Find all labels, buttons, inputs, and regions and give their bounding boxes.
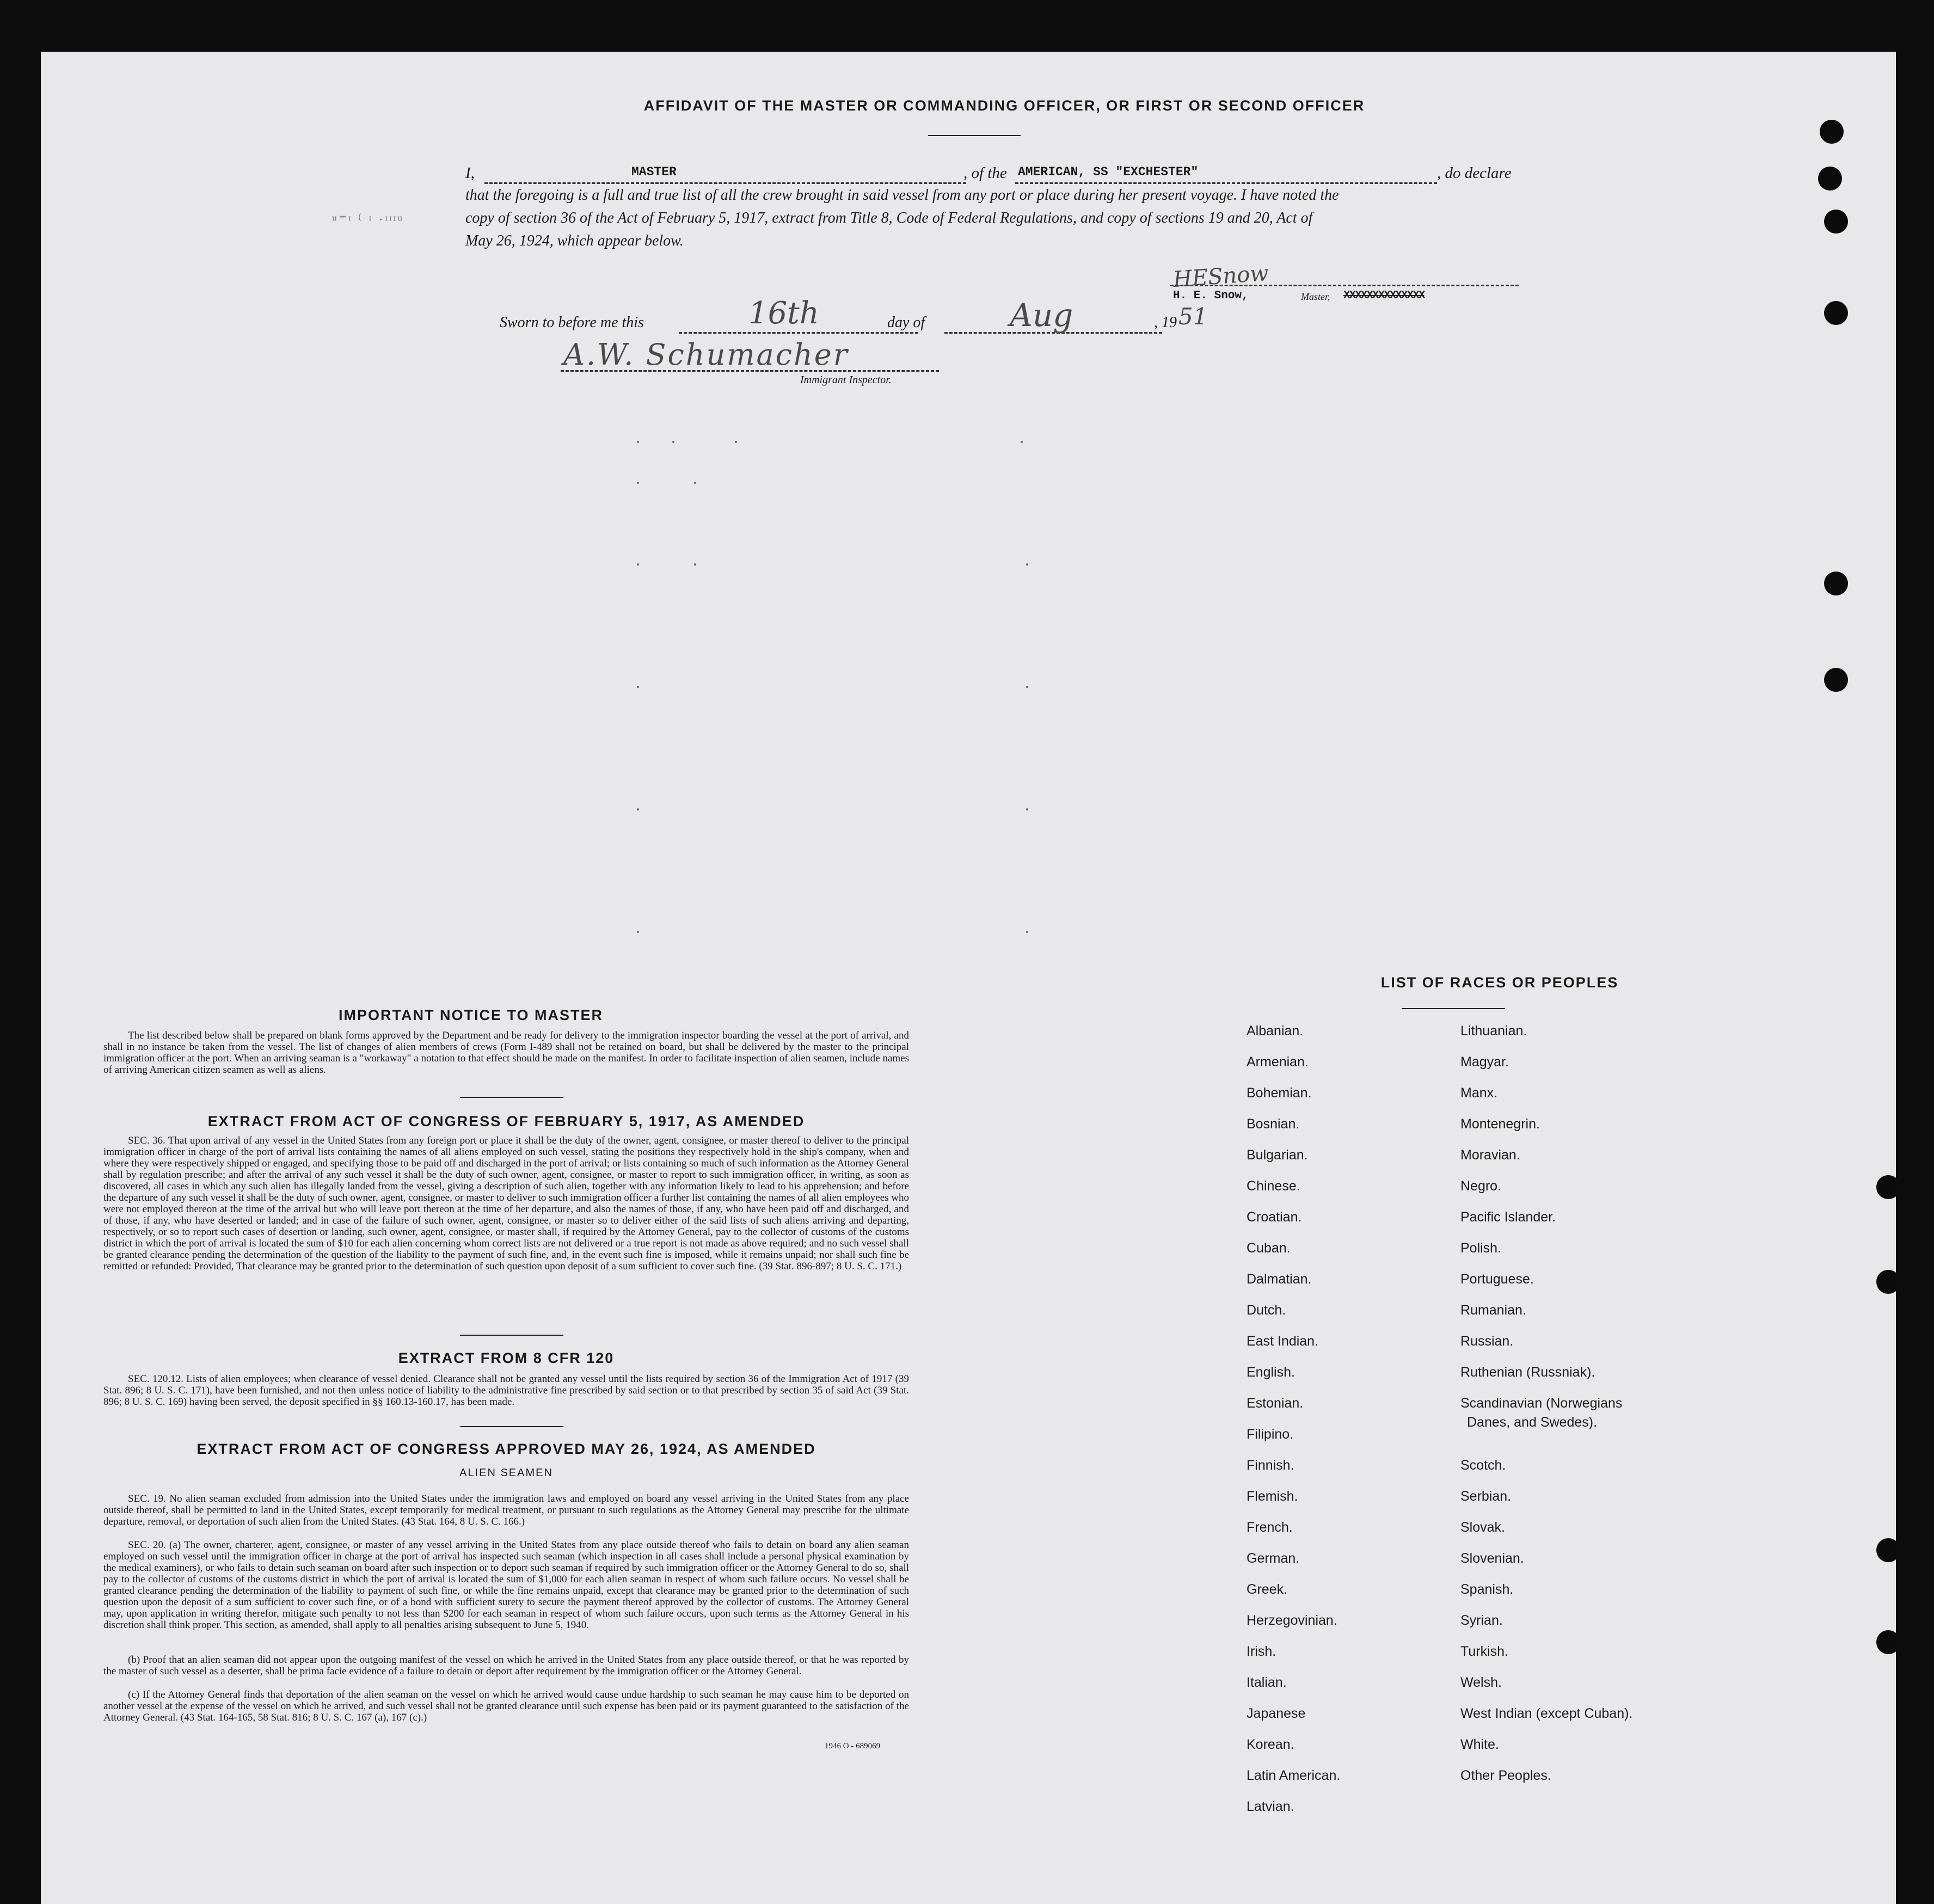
race-item: Turkish. xyxy=(1460,1644,1508,1659)
bleed-dot xyxy=(637,441,639,443)
declarant-label: I, xyxy=(465,164,475,182)
race-item: English. xyxy=(1247,1365,1295,1380)
race-item: Cuban. xyxy=(1247,1240,1291,1256)
race-item: Flemish. xyxy=(1247,1489,1298,1504)
divider xyxy=(460,1097,563,1098)
extract-cfr-title: EXTRACT FROM 8 CFR 120 xyxy=(398,1350,615,1366)
stamp-mark: ᵘ⁼ᶦ ⁽ ᶦ ·ᶦᶦᶦᵘ xyxy=(332,212,404,229)
bleed-dot xyxy=(694,482,696,484)
race-item: Dutch. xyxy=(1247,1303,1286,1318)
bleed-dot xyxy=(1026,808,1028,810)
race-item: Syrian. xyxy=(1460,1613,1503,1628)
race-item: Finnish. xyxy=(1247,1458,1294,1473)
bleed-dot xyxy=(637,563,639,566)
vessel-field-line xyxy=(1015,182,1437,184)
race-item: Korean. xyxy=(1247,1737,1294,1752)
notice-text: The list described below shall be prepared on blank forms approved by the Department and be ready for delivery to the immigration inspector boarding the vessel at the port of arrival, and shall in no instance be taken from the vessel. The list of changes of alien members of crews (Form I-489 shall not be retained on board, but shall be delivered by the master to the principal immigration officer at the port. When an arriving seaman is a "workaway" a notation to that effect should be made on the manifest. In order to facilitate inspection of alien seamen, include names of arriving American citizen seamen as well as aliens. xyxy=(103,1030,909,1076)
punch-hole xyxy=(1818,167,1842,191)
bleed-dot xyxy=(1021,441,1023,443)
race-item-continuation: Danes, and Swedes). xyxy=(1467,1415,1598,1430)
race-item: Welsh. xyxy=(1460,1675,1502,1690)
extract-1917-title: EXTRACT FROM ACT OF CONGRESS OF FEBRUARY 5, 1917, AS AMENDED xyxy=(207,1113,805,1129)
bleed-dot xyxy=(694,563,696,566)
punch-hole xyxy=(1824,210,1848,234)
race-item: Rumanian. xyxy=(1460,1303,1526,1318)
race-item: Other Peoples. xyxy=(1460,1768,1551,1783)
race-item: Armenian. xyxy=(1247,1054,1309,1070)
declare-label: , do declare xyxy=(1437,164,1512,182)
race-item: Magyar. xyxy=(1460,1054,1509,1070)
affidavit-line-2: that the foregoing is a full and true list of all the crew brought in said vessel from any port or place during her present voyage. I have noted the xyxy=(465,187,1339,204)
form-sheet xyxy=(41,52,1896,1904)
sworn-label: Sworn to before me this xyxy=(500,314,644,331)
sec-20c-text: (c) If the Attorney General finds that deportation of the alien seaman on the vessel on which he arrived would cause undue hardship to such seaman he may cause him to be deported on another vessel at the expense of the vessel on which he arrived, and such vessel shall not be granted clearance until such expense has been paid or its payment guaranteed to the satisfaction of the Attorney General. (43 Stat. 164-165, 58 Stat. 816; 8 U. S. C. 167 (a), 167 (c).) xyxy=(103,1689,909,1723)
race-item: Greek. xyxy=(1247,1582,1288,1597)
race-item: Bohemian. xyxy=(1247,1085,1312,1101)
bleed-dot xyxy=(1026,931,1028,933)
punch-hole xyxy=(1820,120,1844,144)
race-item: Russian. xyxy=(1460,1334,1514,1349)
punch-hole xyxy=(1824,668,1848,692)
bleed-dot xyxy=(1026,563,1028,566)
race-item: Scotch. xyxy=(1460,1458,1506,1473)
inspector-signature-line xyxy=(561,370,939,372)
punch-hole xyxy=(1876,1630,1896,1654)
race-item: French. xyxy=(1247,1520,1293,1535)
race-item: Moravian. xyxy=(1460,1147,1520,1163)
race-item: Polish. xyxy=(1460,1240,1502,1256)
punch-hole xyxy=(1876,1175,1896,1199)
race-item: Montenegrin. xyxy=(1460,1116,1540,1132)
race-item: Latvian. xyxy=(1247,1799,1294,1814)
bleed-dot xyxy=(637,686,639,688)
punch-hole xyxy=(1876,1538,1896,1562)
race-item: Albanian. xyxy=(1247,1023,1304,1039)
punch-hole xyxy=(1824,572,1848,595)
race-item: Irish. xyxy=(1247,1644,1276,1659)
year-prefix: , 19 xyxy=(1154,314,1177,331)
bleed-dot xyxy=(1026,686,1028,688)
notice-title: IMPORTANT NOTICE TO MASTER xyxy=(339,1007,603,1023)
inspector-handwritten-signature: A.W. Schumacher xyxy=(563,337,849,372)
affidavit-line-3: copy of section 36 of the Act of February 5, 1917, extract from Title 8, Code of Federal Regulations, and copy of sections 19 and 20, Act of xyxy=(465,210,1313,226)
bleed-dot xyxy=(672,441,674,443)
race-item: West Indian (except Cuban). xyxy=(1460,1706,1633,1721)
bleed-dot xyxy=(637,808,639,810)
extract-1924-title: EXTRACT FROM ACT OF CONGRESS APPROVED MAY 26, 1924, AS AMENDED xyxy=(197,1441,816,1457)
print-code: 1946 O - 689069 xyxy=(825,1742,881,1751)
race-item: Croatian. xyxy=(1247,1209,1302,1225)
inspector-label: Immigrant Inspector. xyxy=(800,374,892,386)
bleed-dot xyxy=(637,482,639,484)
race-item: Chinese. xyxy=(1247,1178,1300,1194)
master-name: H. E. Snow, xyxy=(1173,290,1249,302)
master-handwritten-signature: HESnow xyxy=(1172,260,1269,293)
punch-hole xyxy=(1876,1270,1896,1294)
bleed-dot xyxy=(735,441,737,443)
race-item: White. xyxy=(1460,1737,1499,1752)
race-item: Filipino. xyxy=(1247,1427,1294,1442)
race-item: German. xyxy=(1247,1551,1300,1566)
month-value: Aug xyxy=(1010,297,1073,334)
race-item: Slovenian. xyxy=(1460,1551,1524,1566)
race-item: Serbian. xyxy=(1460,1489,1512,1504)
day-field-line xyxy=(679,332,918,334)
race-item: Portuguese. xyxy=(1460,1272,1534,1287)
race-item: Ruthenian (Russniak). xyxy=(1460,1365,1595,1380)
race-item: Scandinavian (Norwegians xyxy=(1460,1396,1623,1411)
races-title: LIST OF RACES OR PEOPLES xyxy=(1380,974,1619,991)
races-underline xyxy=(1402,1008,1505,1009)
race-item: Bulgarian. xyxy=(1247,1147,1308,1163)
race-item: Japanese xyxy=(1247,1706,1306,1721)
race-item: East Indian. xyxy=(1247,1334,1319,1349)
divider xyxy=(460,1426,563,1427)
officer-value: MASTER xyxy=(631,165,677,179)
race-item: Lithuanian. xyxy=(1460,1023,1527,1039)
affidavit-line-4: May 26, 1924, which appear below. xyxy=(465,232,684,249)
race-item: Herzegovinian. xyxy=(1247,1613,1337,1628)
struck-title: XXXXXXXXXXXXXX xyxy=(1343,290,1425,302)
race-item: Slovak. xyxy=(1460,1520,1505,1535)
race-item: Manx. xyxy=(1460,1085,1498,1101)
master-signature-line xyxy=(1170,285,1519,286)
race-item: Latin American. xyxy=(1247,1768,1341,1783)
bleed-dot xyxy=(637,931,639,933)
extract-cfr-text: SEC. 120.12. Lists of alien employees; when clearance of vessel denied. Clearance shall not be granted any vessel until the lists required by section 36 of the Immigration Act of 1917 (39 Stat. 896; 8 U. S. C. 171), have been furnished, and not then unless notice of liability to the administrative fine prescribed by said section or to that prescribed by section 35 of said Act (39 Stat. 896; 8 U. S. C. 169) having been served, the deposit specified in §§ 160.13-160.17, has been made. xyxy=(103,1373,909,1408)
affidavit-title: AFFIDAVIT OF THE MASTER OR COMMANDING OFFICER, OR FIRST OR SECOND OFFICER xyxy=(643,97,1365,114)
race-item: Negro. xyxy=(1460,1178,1502,1194)
title-underline xyxy=(928,135,1021,136)
race-item: Dalmatian. xyxy=(1247,1272,1312,1287)
vessel-value: AMERICAN, SS "EXCHESTER" xyxy=(1018,165,1199,179)
day-value: 16th xyxy=(748,296,819,331)
master-label: Master, xyxy=(1301,291,1330,302)
extract-1917-text: SEC. 36. That upon arrival of any vessel in the United States from any foreign port or place it shall be the duty of the owner, agent, consignee, or master thereof to deliver to the principal immigration officer in charge of the port of arrival lists containing the names of all aliens employed on such vessel, stating the positions they respectively hold in the ship's company, when and where they were respectively shipped or engaged, and specifying those to be paid off and discharged in the port of arrival; or lists containing so much of such information as the Attorney General shall by regulation prescribe; and after the arrival of any such vessel it shall be the duty of such owner, agent, consignee, or master to report to such immigration officer, in writing, as soon as discovered, all cases in which any such alien has illegally landed from the vessel, giving a description of such alien, together with any information likely to lead to his apprehension; and before the departure of any such vessel it shall be the duty of such owner, agent, consignee, or master to deliver to such immigration officer a further list containing the names of all alien employees who were not employed thereon at the time of the arrival but who will leave port thereon at the time of her departure, and also the names of those, if any, who have been paid off and discharged, and of those, if any, who have deserted or landed; and in case of the failure of such owner, agent, consignee, or master so to deliver either of the said lists of such aliens arriving and departing, respectively, or so to report such cases of desertion or landing, such owner, agent, consignee, or master shall, if required by the Attorney General, pay to the collector of customs of the customs district in which the port of arrival is located the sum of $10 for each alien concerning whom correct lists are not delivered or a true report is not made as above required; and no such vessel shall be granted clearance pending the determination of the question of the liability to the payment of such fine, and, in the event such fine is imposed, while it remains unpaid; nor shall such fine be remitted or refunded: Provided, That clearance may be granted prior to the determination of such question upon deposit of a sum sufficient to cover such fine. (39 Stat. 896-897; 8 U. S. C. 171.) xyxy=(103,1135,909,1272)
sec-20a-text: SEC. 20. (a) The owner, charterer, agent, consignee, or master of any vessel arriving in the United States from any place outside thereof who fails to detain on board any alien seaman employed on such vessel until the immigration officer in charge at the port of arrival has inspected such seaman (which inspection in all cases shall include a personal physical examination by the medical examiners), or who fails to detain such seaman on board after such inspection or to deport such seaman if required by such immigration officer or the Attorney General to do so, shall pay to the collector of customs of the customs district in which the port of arrival is located the sum of $1,000 for each alien seaman in respect of whom such failure occurs. No vessel shall be granted clearance pending the determination of the liability to payment of such fine, or while the fine remains unpaid, except that clearance may be granted prior to the determination of such question upon the deposit of a sum sufficient to cover such fine, or of a bond with sufficient surety to secure the payment thereof approved by the collector of customs. The Attorney General may, upon application in writing therefor, mitigate such penalty to not less than $200 for each seaman in respect of whom such failure occurs, upon such terms as the Attorney General in his discretion shall think proper. This section, as amended, shall apply to all penalties arising subsequent to June 5, 1940. xyxy=(103,1539,909,1631)
race-item: Italian. xyxy=(1247,1675,1287,1690)
race-item: Estonian. xyxy=(1247,1396,1304,1411)
divider xyxy=(460,1335,563,1336)
sec-20b-text: (b) Proof that an alien seaman did not appear upon the outgoing manifest of the vessel on which he arrived in the United States from any place outside thereof, or that he was reported by the master of such vessel as a deserter, shall be prima facie evidence of a failure to detain or deport after requirement by the immigration officer or the Attorney General. xyxy=(103,1654,909,1677)
alien-seamen-subtitle: ALIEN SEAMEN xyxy=(459,1467,553,1479)
year-value: 51 xyxy=(1178,303,1208,330)
race-item: Bosnian. xyxy=(1247,1116,1300,1132)
race-item: Spanish. xyxy=(1460,1582,1514,1597)
sec-19-text: SEC. 19. No alien seaman excluded from admission into the United States under the immigration laws and employed on board any vessel arriving in the United States from any place outside thereof, shall be permitted to land in the United States, except temporarily for medical treatment, or pursuant to such regulations as the Attorney General may prescribe for the ultimate departure, removal, or deportation of such alien from the United States. (43 Stat. 164, 8 U. S. C. 166.) xyxy=(103,1493,909,1527)
of-the-label: , of the xyxy=(963,164,1007,182)
day-of-label: day of xyxy=(887,314,925,331)
race-item: Pacific Islander. xyxy=(1460,1209,1556,1225)
punch-hole xyxy=(1824,301,1848,325)
officer-field-line xyxy=(484,182,966,184)
